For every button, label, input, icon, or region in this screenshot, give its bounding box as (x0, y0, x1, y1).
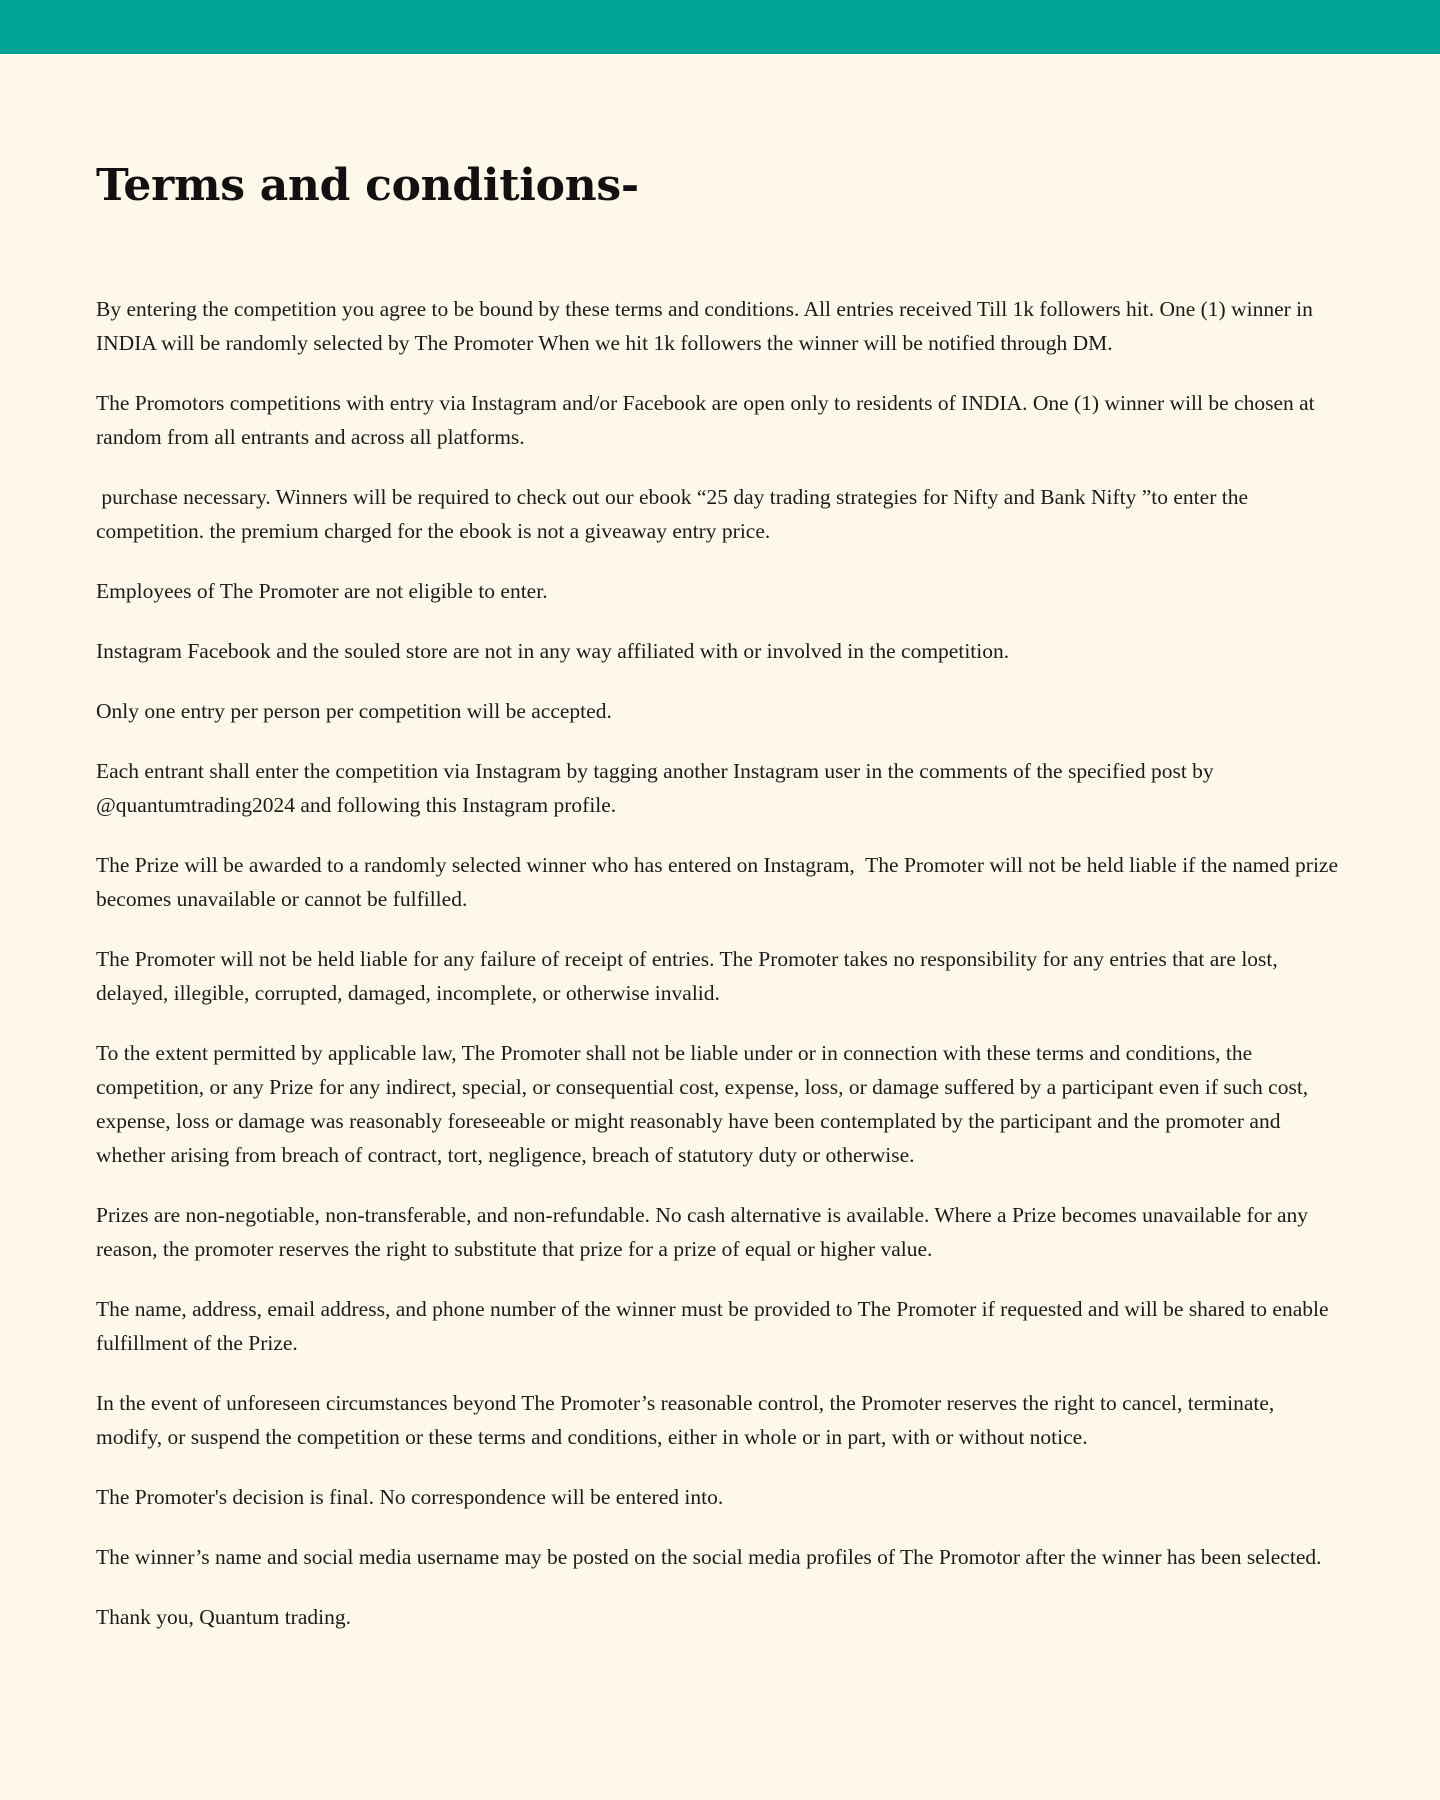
terms-paragraph: Prizes are non-negotiable, non-transferable, and non-refundable. No cash alternative is available. Where a Prize becomes unavailable for any reason, the promoter reserves the right to substitute that prize for a prize of equal or higher value. (96, 1203, 1314, 1261)
page-title: Terms and conditions- (96, 160, 639, 211)
terms-paragraph: To the extent permitted by applicable law, The Promoter shall not be liable under or in connection with these terms and conditions, the competition, or any Prize for any indirect, special, or consequential cost, expense, loss, or damage suffered by a participant even if such cost, expense, loss or damage was reasonably foreseeable or might reasonably have been contemplated by the participant and the promoter and whether arising from breach of contract, tort, negligence, breach of statutory duty or otherwise. (96, 1041, 1314, 1167)
terms-body (96, 292, 1344, 1634)
terms-document (96, 150, 1344, 1660)
terms-paragraph: By entering the competition you agree to be bound by these terms and conditions. All entries received Till 1k followers hit. One (1) winner in INDIA will be randomly selected by The Promoter When we hit 1k followers the winner will be notified through DM. (96, 297, 1319, 355)
terms-paragraph: The Promoter's decision is final. No correspondence will be entered into. (96, 1485, 724, 1509)
terms-paragraph: Employees of The Promoter are not eligible to enter. (96, 579, 548, 603)
closing-signoff: Thank you, Quantum trading. (96, 1605, 351, 1629)
terms-paragraph: Each entrant shall enter the competition via Instagram by tagging another Instagram user in the comments of the specified post by @quantumtrading2024 and following this Instagram profile. (96, 759, 1220, 817)
terms-paragraph: purchase necessary. Winners will be required to check out our ebook “25 day trading strategies for Nifty and Bank Nifty ”to enter the competition. the premium charged for the ebook is not a giveaway entry price. (96, 485, 1254, 543)
terms-paragraph: The name, address, email address, and phone number of the winner must be provided to The Promoter if requested and will be shared to enable fulfillment of the Prize. (96, 1297, 1334, 1355)
terms-paragraph: The Promotors competitions with entry via Instagram and/or Facebook are open only to residents of INDIA. One (1) winner will be chosen at random from all entrants and across all platforms. (96, 391, 1320, 449)
terms-paragraph: The Promoter will not be held liable for any failure of receipt of entries. The Promoter takes no responsibility for any entries that are lost, delayed, illegible, corrupted, damaged, incomplete, or otherwise invalid. (96, 947, 1284, 1005)
terms-paragraph: Only one entry per person per competition will be accepted. (96, 699, 612, 723)
terms-paragraph: Instagram Facebook and the souled store are not in any way affiliated with or involved in the competition. (96, 639, 1010, 663)
terms-paragraph: In the event of unforeseen circumstances beyond The Promoter’s reasonable control, the Promoter reserves the right to cancel, terminate, modify, or suspend the competition or these terms and conditions, either in whole or in part, with or without notice. (96, 1391, 1280, 1449)
terms-paragraph: The Prize will be awarded to a randomly selected winner who has entered on Instagram, The Promoter will not be held liable if the named prize becomes unavailable or cannot be fulfilled. (96, 853, 1344, 911)
header-accent-bar (0, 0, 1440, 54)
terms-paragraph: The winner’s name and social media username may be posted on the social media profiles of The Promotor after the winner has been selected. (96, 1545, 1322, 1569)
